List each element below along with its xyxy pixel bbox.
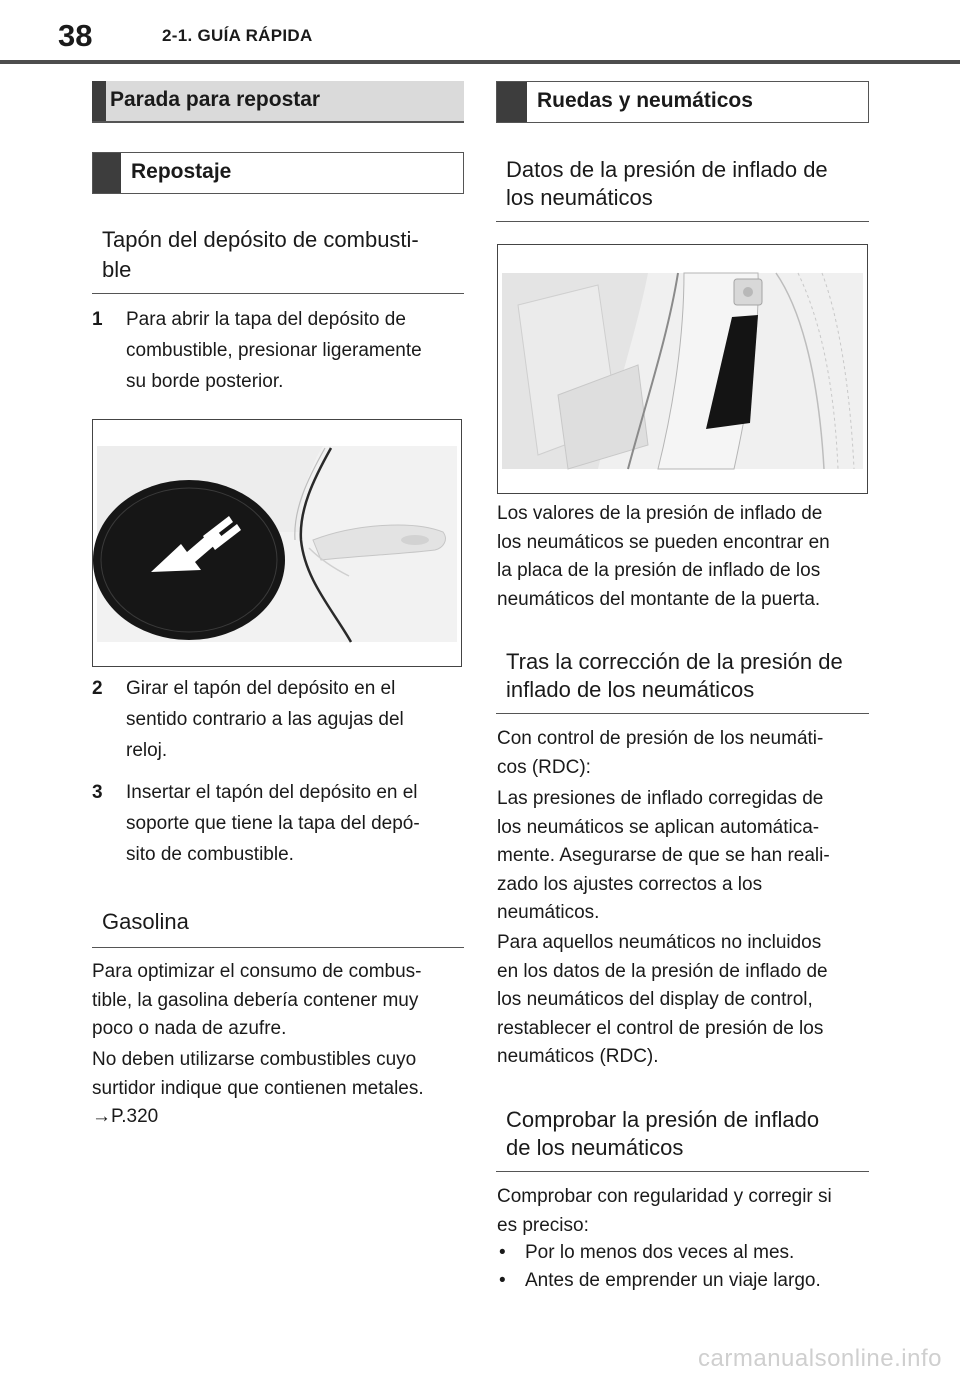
heading-repostaje [92,152,464,194]
subhead-tras-correccion [496,636,869,714]
subhead-line: de los neumáticos [506,1135,684,1160]
heading-text: Repostaje [131,160,232,183]
subhead-line: Tras la corrección de la presión de [506,649,843,674]
heading-ruedas-y-neumaticos [496,81,869,123]
text-line: la placa de la presión de inflado de los [497,560,821,581]
heading-parada-para-repostar [92,81,464,123]
step-line: combustible, presionar ligeramente [126,340,422,361]
text-line: los neumáticos se aplican automática- [497,816,820,838]
step-line: Insertar el tapón del depósito en el [126,782,418,803]
text-line: restablecer el control de presión de los [497,1017,824,1039]
text-line: mente. Asegurarse de que se han reali- [497,845,830,866]
text-line: es preciso: [497,1214,589,1236]
bullet-text: Antes de emprender un viaje largo. [525,1270,821,1291]
text-line: tible, la gasolina debería contener muy [92,989,419,1011]
text-line: poco o nada de azufre. [92,1018,287,1039]
subhead-line: inflado de los neumáticos [506,677,755,702]
text-line: neumáticos. [497,902,600,923]
paragraph-azufre [92,958,464,1044]
text-line: Los valores de la presión de inflado de [497,503,823,524]
paragraph-presiones [497,785,869,928]
step-line: soporte que tiene la tapa del depó- [126,813,420,834]
heading-text: Ruedas y neumáticos [537,89,753,112]
subhead-line: Tapón del depósito de combusti- [102,227,419,252]
paragraph-comprobar [497,1183,869,1240]
text-line: zado los ajustes correctos a los [497,873,763,895]
heading-bar [92,81,106,121]
step-2 [92,673,464,769]
step-number: 1 [92,309,103,330]
watermark: carmanualsonline.info [698,1345,942,1372]
text-line: los neumáticos se pueden encontrar en [497,531,830,553]
step-1 [92,304,464,400]
page-reference-link[interactable] [92,1103,464,1132]
subhead-gasolina [92,898,464,948]
page-reference-text: P.320 [111,1106,159,1127]
bullet-item [499,1239,869,1267]
page-number: 38 [58,18,93,53]
step-number: 3 [92,782,103,803]
text-line: Con control de presión de los neumáti- [497,728,824,749]
text-line: surtidor indique que contienen metales. [92,1077,424,1099]
bullet-icon: • [499,1270,506,1291]
step-3 [92,777,464,873]
section-title: 2-1. GUÍA RÁPIDA [162,26,313,45]
paragraph-aquellos [497,929,869,1072]
subhead-line: los neumáticos [506,185,653,210]
subhead-datos-presion [496,142,869,222]
header-rule [0,60,960,64]
paragraph-valores [497,500,869,614]
bullet-icon: • [499,1242,506,1263]
text-line: Para optimizar el consumo de combus- [92,961,422,982]
step-number: 2 [92,678,103,699]
step-line: sentido contrario a las agujas del [126,709,404,730]
subhead-line: Datos de la presión de inflado de [506,157,828,182]
text-line: en los datos de la presión de inflado de [497,960,828,982]
text-line: cos (RDC): [497,756,591,778]
heading-text: Parada para repostar [110,88,321,111]
door-pillar-illustration [497,244,868,494]
bullet-item [499,1267,869,1295]
fuel-cap-illustration [92,419,462,667]
text-line: neumáticos del montante de la puerta. [497,588,821,610]
subhead-line: Comprobar la presión de inflado [506,1107,820,1132]
arrow-right-icon: → [92,1106,111,1127]
step-line: Para abrir la tapa del depósito de [126,309,406,330]
heading-bar [93,153,121,193]
step-line: su borde posterior. [126,371,284,392]
paragraph-rdc [497,725,869,782]
text-line: Las presiones de inflado corregidas de [497,788,824,809]
step-line: sito de combustible. [126,844,294,865]
text-line: Comprobar con regularidad y corregir si [497,1186,832,1207]
text-line: No deben utilizarse combustibles cuyo [92,1049,417,1070]
paragraph-metales [92,1046,464,1132]
subhead-line: Gasolina [102,909,189,934]
subhead-comprobar [496,1094,869,1172]
heading-bar [497,82,527,122]
bullet-text: Por lo menos dos veces al mes. [525,1242,795,1263]
step-line: reloj. [126,740,168,761]
text-line: neumáticos (RDC). [497,1046,659,1067]
text-line: Para aquellos neumáticos no incluidos [497,932,822,953]
text-line: los neumáticos del display de control, [497,989,813,1010]
subhead-line: ble [102,257,132,282]
subhead-tapon [92,214,464,294]
step-line: Girar el tapón del depósito en el [126,678,396,699]
